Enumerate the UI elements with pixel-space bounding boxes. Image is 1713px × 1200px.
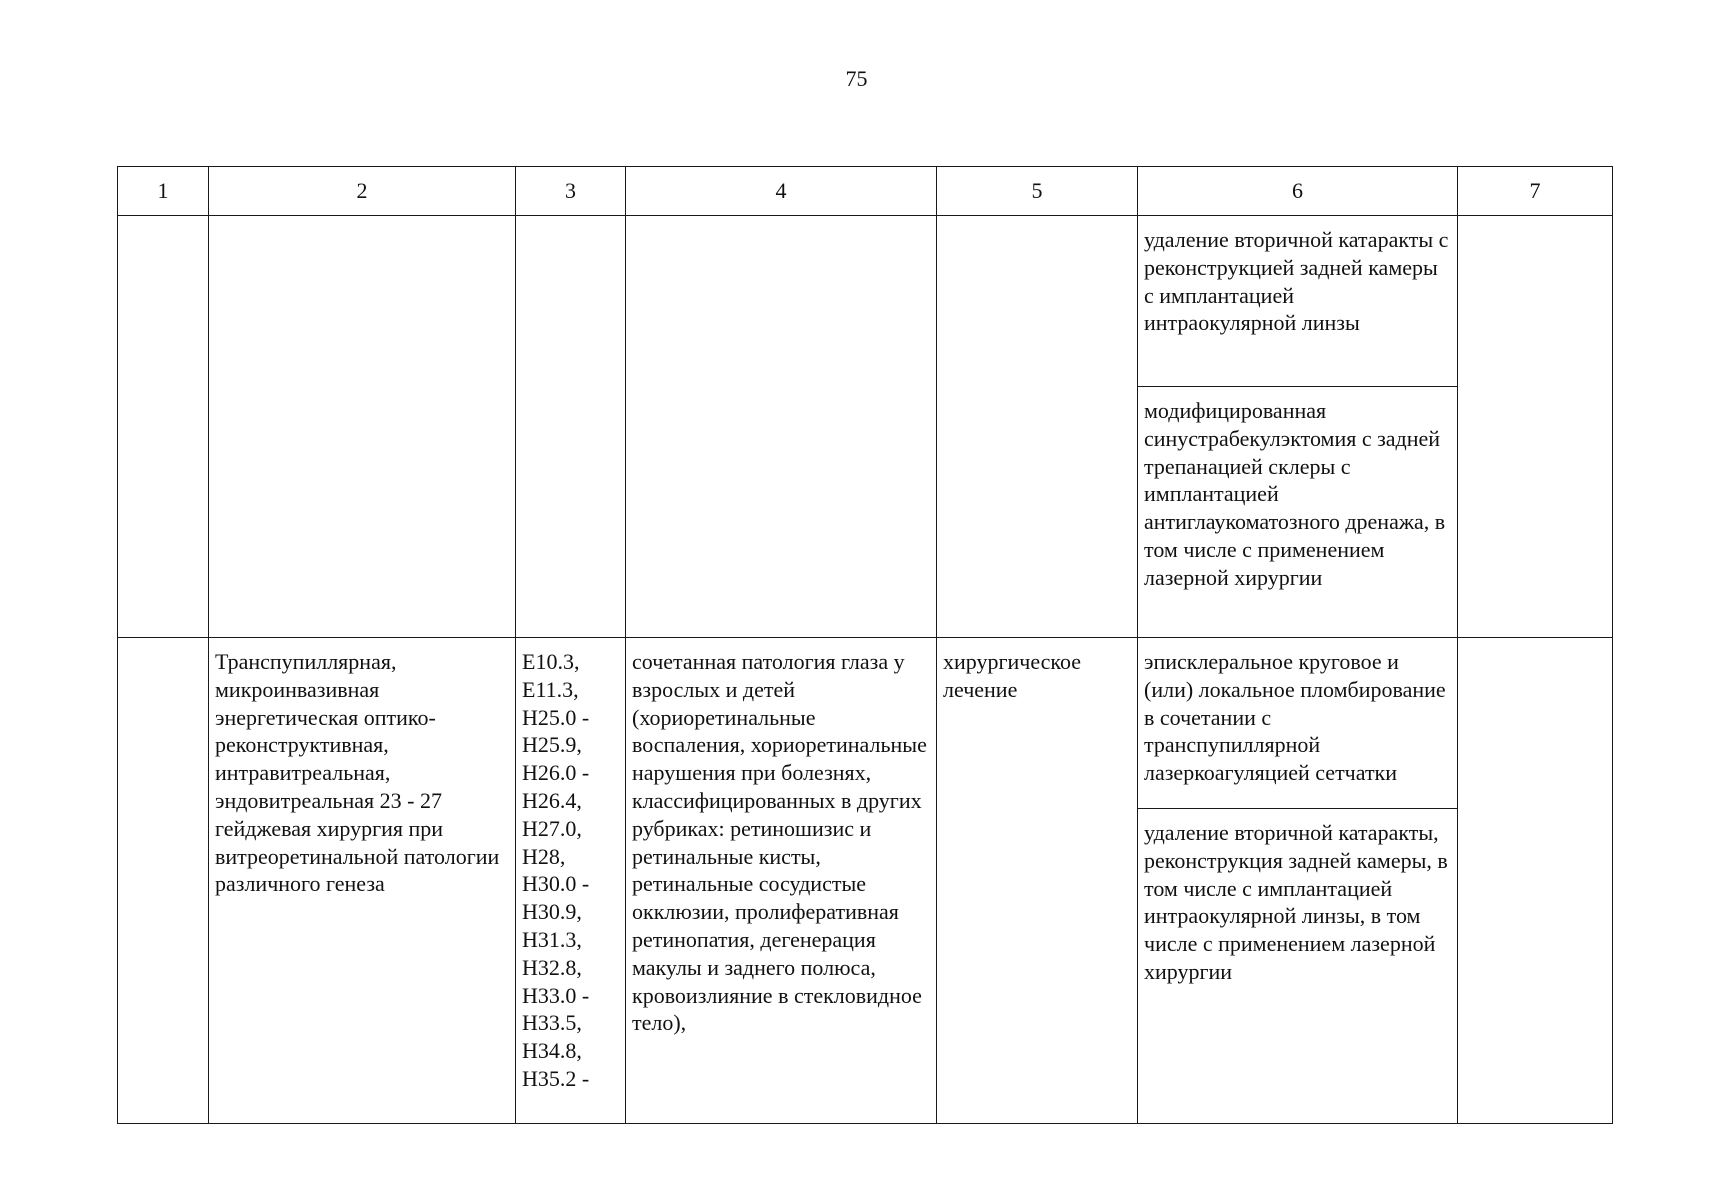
block1-col7-cell [1458, 216, 1613, 638]
block1-col1-cell [118, 216, 209, 638]
page-number: 75 [845, 66, 868, 91]
icd-code: H31.3, [522, 926, 582, 952]
method-text: модифицированная синустрабекулэктомия с задней трепанацией склеры с имплантацией антиглаукоматозного дренажа, в том числе с применением лазерной хирургии [1144, 398, 1446, 590]
header-cell-1: 1 [118, 167, 209, 216]
block2-diagnosis [626, 638, 937, 1124]
block1-method-2 [1138, 387, 1458, 638]
header-cell-6: 6 [1138, 167, 1458, 216]
header-cell-2: 2 [209, 167, 516, 216]
icd-code: H35.2 - [522, 1065, 590, 1091]
procedures-table [117, 166, 1613, 1124]
icd-code: H33.5, [522, 1010, 582, 1036]
icd-code: H28, [522, 843, 566, 869]
treatment-text: хирургическое лечение [943, 649, 1082, 702]
header-cell-4: 4 [626, 167, 937, 216]
icd-code: H25.0 - [522, 704, 590, 730]
method-text: эписклеральное круговое и (или) локальное пломбирование в сочетании с транспупиллярной лазеркоагуляцией сетчатки [1144, 649, 1446, 786]
icd-code: H26.4, [522, 787, 582, 813]
block2-treatment-type [937, 638, 1138, 1124]
block2-procedure-name [209, 638, 516, 1124]
method-text: удаление вторичной катаракты с реконструкцией задней камеры с имплантацией интраокулярной линзы [1144, 227, 1449, 336]
icd-code: H32.8, [522, 954, 582, 980]
icd-code: E10.3, [522, 649, 580, 674]
icd-code: H27.0, [522, 815, 582, 841]
header-cell-5: 5 [937, 167, 1138, 216]
block1-col3-cell [516, 216, 626, 638]
table-row [118, 216, 1613, 387]
header-cell-7: 7 [1458, 167, 1613, 216]
icd-code: E11.3, [522, 676, 579, 702]
block2-icd-codes [516, 638, 626, 1124]
icd-code: H30.9, [522, 899, 582, 925]
block2-method-1 [1138, 638, 1458, 809]
block2-method-2 [1138, 809, 1458, 1124]
icd-code: H30.0 - [522, 871, 590, 897]
table-row [118, 638, 1613, 809]
header-cell-3: 3 [516, 167, 626, 216]
icd-code: H25.9, [522, 732, 582, 758]
block1-col4-cell [626, 216, 937, 638]
block1-method-1 [1138, 216, 1458, 387]
method-text: удаление вторичной катаракты, реконструкция задней камеры, в том числе с имплантацией интраокулярной линзы, в том числе с применением лазерной хирургии [1144, 820, 1448, 984]
block1-col5-cell [937, 216, 1138, 638]
procedure-text: Транспупиллярная, микроинвазивная энергетическая оптико-реконструктивная, интравитреальная, эндовитреальная 23 - 27 гейджевая хирургия при витреоретинальной патологии различного генеза [215, 649, 500, 897]
icd-code: H34.8, [522, 1038, 582, 1064]
icd-code: H26.0 - [522, 760, 590, 786]
table-header-row [118, 167, 1613, 216]
diagnosis-text: сочетанная патология глаза у взрослых и детей (хориоретинальные воспаления, хориоретинальные нарушения при болезнях, классифицированных в других рубриках: ретиношизис и ретинальные кисты, ретинальные сосудистые окклюзии, пролиферативная ретинопатия, дегенерация макулы и заднего полюса, кровоизлияние в стекловидное тело), [632, 649, 927, 1036]
block2-col1-cell [118, 638, 209, 1124]
block1-col2-cell [209, 216, 516, 638]
block2-col7-cell [1458, 638, 1613, 1124]
icd-code: H33.0 - [522, 982, 590, 1008]
